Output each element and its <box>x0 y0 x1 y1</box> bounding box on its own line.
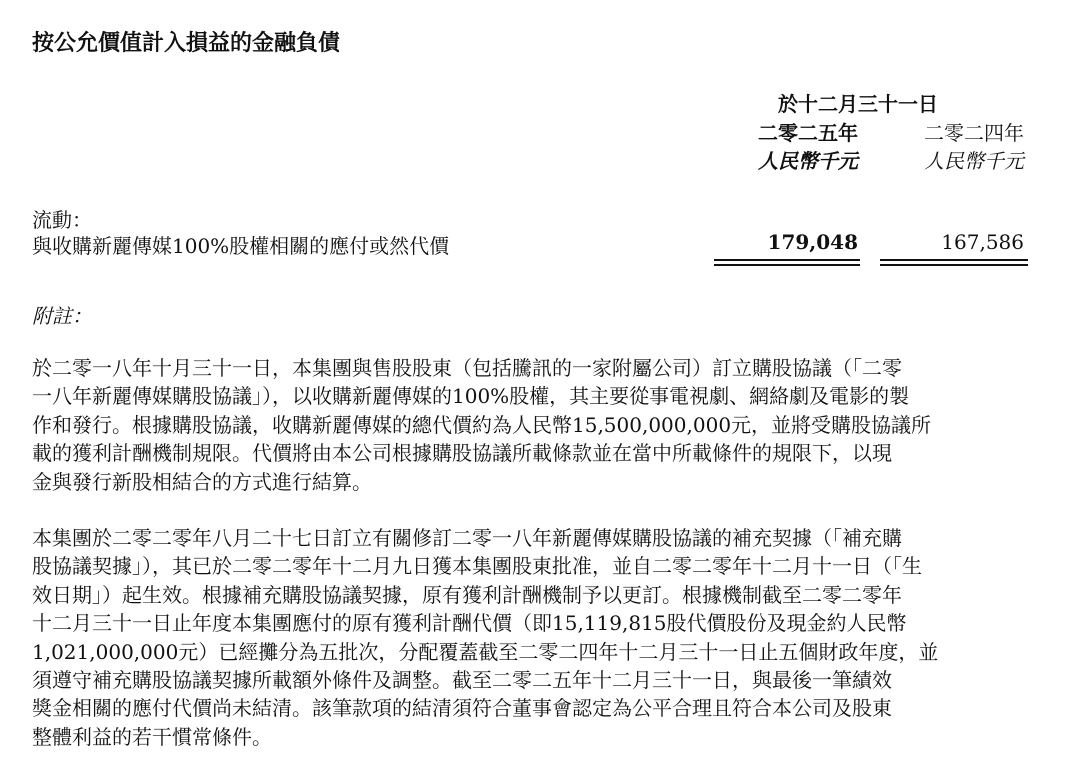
section-label-current: 流動： <box>32 208 92 232</box>
note-paragraph-1-line: 金與發行新股相結合的方式進行結算。 <box>32 469 372 494</box>
note-paragraph-2-line: 須遵守補充購股協議契據所載額外條件及調整。截至二零二五年十二月三十一日，與最後一筆績效 <box>32 668 892 693</box>
col-header-current-year: 二零二五年 <box>758 121 858 145</box>
total-rule-current-top <box>714 259 860 261</box>
notes-heading: 附註： <box>32 304 92 328</box>
total-rule-current-bottom <box>714 264 860 266</box>
note-paragraph-2-line: 效日期」）起生效。根據補充購股協議契據，原有獲利計酬機制予以更訂。根據機制截至二零二零年 <box>32 582 902 607</box>
note-paragraph-1 <box>32 354 1032 496</box>
col-unit-current: 人民幣千元 <box>758 149 858 173</box>
note-paragraph-2-line: 獎金相關的應付代價尚未結清。該筆款項的結清須符合董事會認定為公平合理且符合本公司及股東 <box>32 696 892 721</box>
note-paragraph-1-line: 於二零一八年十月三十一日，本集團與售股股東（包括騰訊的一家附屬公司）訂立購股協議（「二零 <box>32 356 902 380</box>
page-title: 按公允價值計入損益的金融負債 <box>32 30 341 56</box>
col-unit-prior: 人民幣千元 <box>924 149 1024 173</box>
note-paragraph-1-line: 作和發行。根據購股協議，收購新麗傳媒的總代價約為人民幣15,500,000,000元，並將受購股協議所 <box>32 412 932 437</box>
note-paragraph-2-line: 整體利益的若干慣常條件。 <box>32 724 272 749</box>
col-header-prior-year: 二零二四年 <box>924 121 1024 145</box>
note-paragraph-2-line: 本集團於二零二零年八月二十七日訂立有關修訂二零一八年新麗傳媒購股協議的補充契據（「補充購 <box>32 526 902 550</box>
total-rule-prior-bottom <box>880 264 1028 266</box>
note-paragraph-1-line: 一八年新麗傳媒購股協議」），以收購新麗傳媒的100%股權，其主要從事電視劇、網絡劇及電影的製 <box>32 384 910 409</box>
note-paragraph-2-line: 1,021,000,000元）已經攤分為五批次，分配覆蓋截至二零二四年十二月三十一日止五個財政年度，並 <box>32 639 939 664</box>
row-value-prior: 167,586 <box>941 230 1024 254</box>
note-paragraph-1-line: 載的獲利計酬機制規限。代價將由本公司根據購股協議所載條款並在當中所載條件的規限下，以現 <box>32 441 892 466</box>
period-header: 於十二月三十一日 <box>778 92 938 116</box>
row-value-current: 179,048 <box>767 230 858 254</box>
note-paragraph-2-line: 股協議契據」），其已於二零二零年十二月九日獲本集團股東批准，並自二零二零年十二月十一日（「生 <box>32 554 922 579</box>
note-paragraph-2-line: 十二月三十一日止年度本集團應付的原有獲利計酬代價（即15,119,815股代價股份及現金約人民幣 <box>32 611 907 636</box>
row-label-contingent-consideration: 與收購新麗傳媒100%股權相關的應付或然代價 <box>32 234 450 258</box>
note-paragraph-2 <box>32 524 1032 751</box>
total-rule-prior-top <box>880 259 1028 261</box>
